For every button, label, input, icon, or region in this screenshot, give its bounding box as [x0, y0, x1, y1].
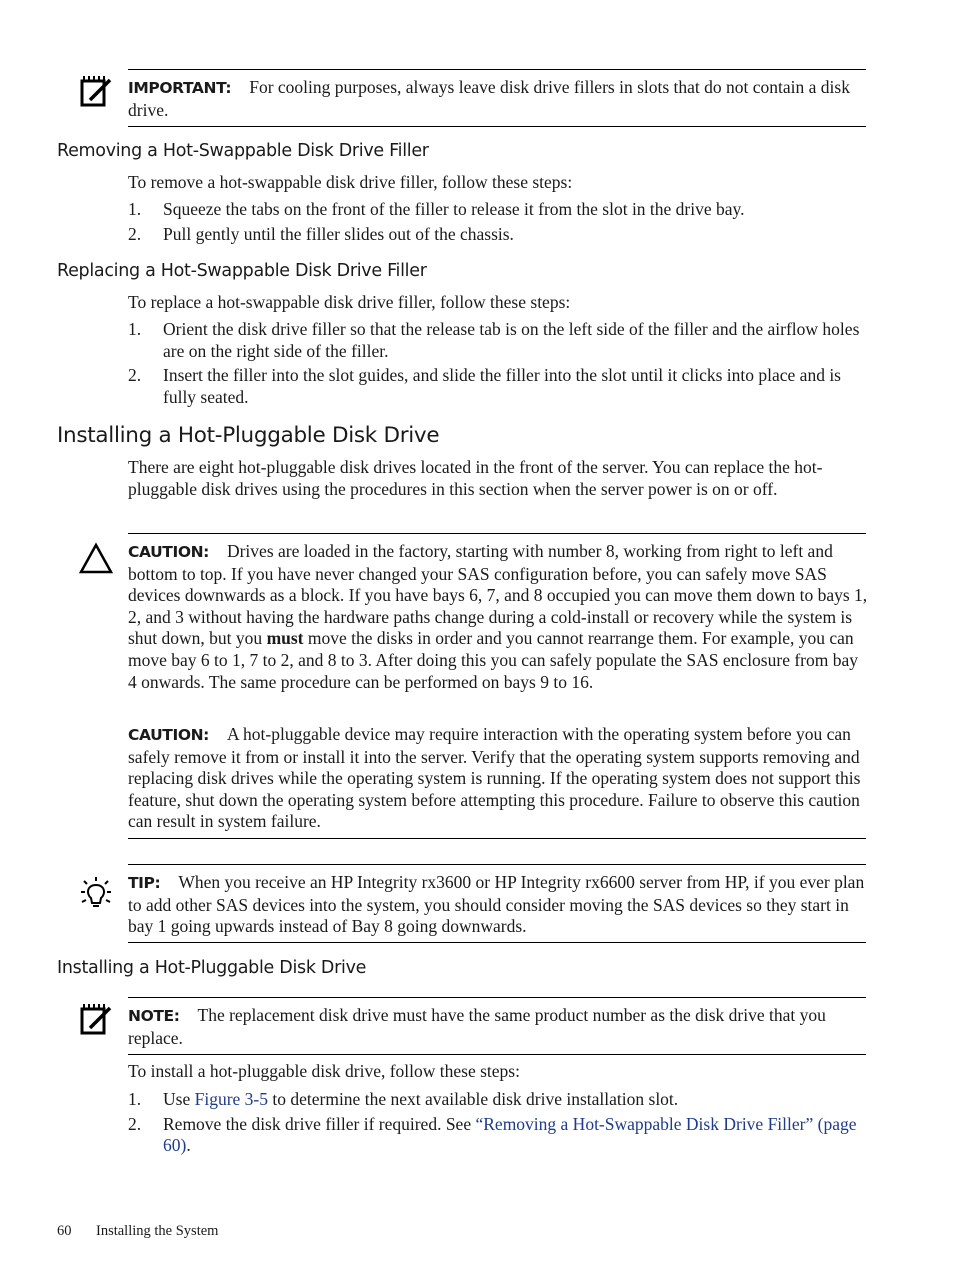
removing-filler-steps: [128, 199, 868, 248]
removing-filler-xref-link[interactable]: “Removing a Hot-Swappable Disk Drive Filler” (page 60): [163, 1113, 857, 1156]
important-label: IMPORTANT:: [128, 79, 232, 97]
caution-2-text: A hot-pluggable device may require interaction with the operating system before you can safely remove it from or install it into the server. Verify that the operating system supports removing and replacing disk drives while the operating system is running. If the operating system does not support this feature, shut down the operating system before attempting this procedure. Failure to observe this caution can result in system failure.: [128, 724, 861, 832]
tip-label: TIP:: [128, 874, 161, 892]
list-item: 1. Orient the disk drive filler so that the release tab is on the left side of the filler and the airflow holes are on the right side of the filler.: [128, 319, 860, 361]
tip-admonition: [128, 872, 868, 938]
important-admonition: [128, 77, 868, 121]
lightbulb-icon: [78, 876, 114, 912]
important-text: For cooling purposes, always leave disk drive fillers in slots that do not contain a disk drive.: [128, 77, 850, 120]
caution-label: CAUTION:: [128, 726, 209, 744]
note-admonition: [128, 1005, 868, 1049]
note-top-rule: [128, 997, 866, 998]
installing-procedure-intro: To install a hot-pluggable disk drive, follow these steps:: [128, 1061, 520, 1081]
installing-section-intro: There are eight hot-pluggable disk drives located in the front of the server. You can replace the hot-pluggable disk drives using the procedures in this section when the server power is on or off.: [128, 457, 823, 499]
important-top-rule: [128, 69, 866, 70]
replacing-filler-heading: Replacing a Hot-Swappable Disk Drive Filler: [57, 261, 427, 281]
caution-1-emphasis: must: [266, 628, 304, 649]
list-item: 1. Squeeze the tabs on the front of the filler to release it from the slot in the drive bay.: [128, 199, 745, 219]
removing-filler-intro: To remove a hot-swappable disk drive filler, follow these steps:: [128, 172, 573, 192]
footer-chapter-title: Installing the System: [96, 1223, 219, 1239]
figure-3-5-link[interactable]: Figure 3-5: [194, 1089, 268, 1109]
important-bottom-rule: [128, 126, 866, 127]
replacing-filler-intro: To replace a hot-swappable disk drive filler, follow these steps:: [128, 292, 571, 312]
tip-text: When you receive an HP Integrity rx3600 or HP Integrity rx6600 server from HP, if you ever plan to add other SAS devices into the system, you should consider moving the SAS devices so they start in bay 1 going upwards instead of Bay 8 going downwards.: [128, 872, 865, 937]
note-label: NOTE:: [128, 1007, 180, 1025]
installing-procedure-heading: Installing a Hot-Pluggable Disk Drive: [57, 958, 367, 978]
footer-page-number: 60: [57, 1223, 72, 1239]
tip-bottom-rule: [128, 942, 866, 943]
caution-label: CAUTION:: [128, 543, 209, 561]
list-item: 2. Pull gently until the filler slides out of the chassis.: [128, 223, 514, 244]
note-pad-icon: [78, 1002, 114, 1038]
caution-1: [128, 541, 868, 693]
list-item: 1. Use Figure 3-5 to determine the next available disk drive installation slot.: [128, 1089, 679, 1109]
removing-filler-heading: Removing a Hot-Swappable Disk Drive Filler: [57, 141, 429, 161]
caution-2: [128, 724, 868, 833]
replacing-filler-steps: [128, 319, 868, 411]
installing-procedure-steps: [128, 1089, 868, 1160]
note-pad-icon: [78, 74, 114, 110]
list-item: 2. Remove the disk drive filler if required. See “Removing a Hot-Swappable Disk Drive Filler” (page 60).: [128, 1113, 857, 1156]
installing-section-heading: Installing a Hot-Pluggable Disk Drive: [57, 423, 440, 448]
caution-bottom-rule: [128, 838, 866, 839]
list-item: 2. Insert the filler into the slot guides, and slide the filler into the slot until it clicks into place and is fully seated.: [128, 365, 841, 407]
caution-top-rule: [128, 533, 866, 534]
caution-1-text: Drives are loaded in the factory, starting with number 8, working from right to left and bottom to top. If you have never changed your SAS configuration before, you can safely move SAS devices downwards as a block. If you have bays 6, 7, and 8 occupied you can move them down to bays 1, 2, and 3 without having the hardware paths change during a cold-install or recovery while the system is shut down, but you: [128, 541, 868, 649]
note-text: The replacement disk drive must have the same product number as the disk drive that you replace.: [128, 1005, 826, 1048]
note-bottom-rule: [128, 1054, 866, 1055]
tip-top-rule: [128, 864, 866, 865]
caution-1-text-after: move the disks in order and you cannot rearrange them. For example, you can move bay 6 to 1, 7 to 2, and 8 to 3. After doing this you can safely populate the SAS enclosure from bay 4 onwards. The same procedure can be performed on bays 9 to 16.: [128, 628, 859, 692]
caution-triangle-icon: [78, 541, 114, 577]
